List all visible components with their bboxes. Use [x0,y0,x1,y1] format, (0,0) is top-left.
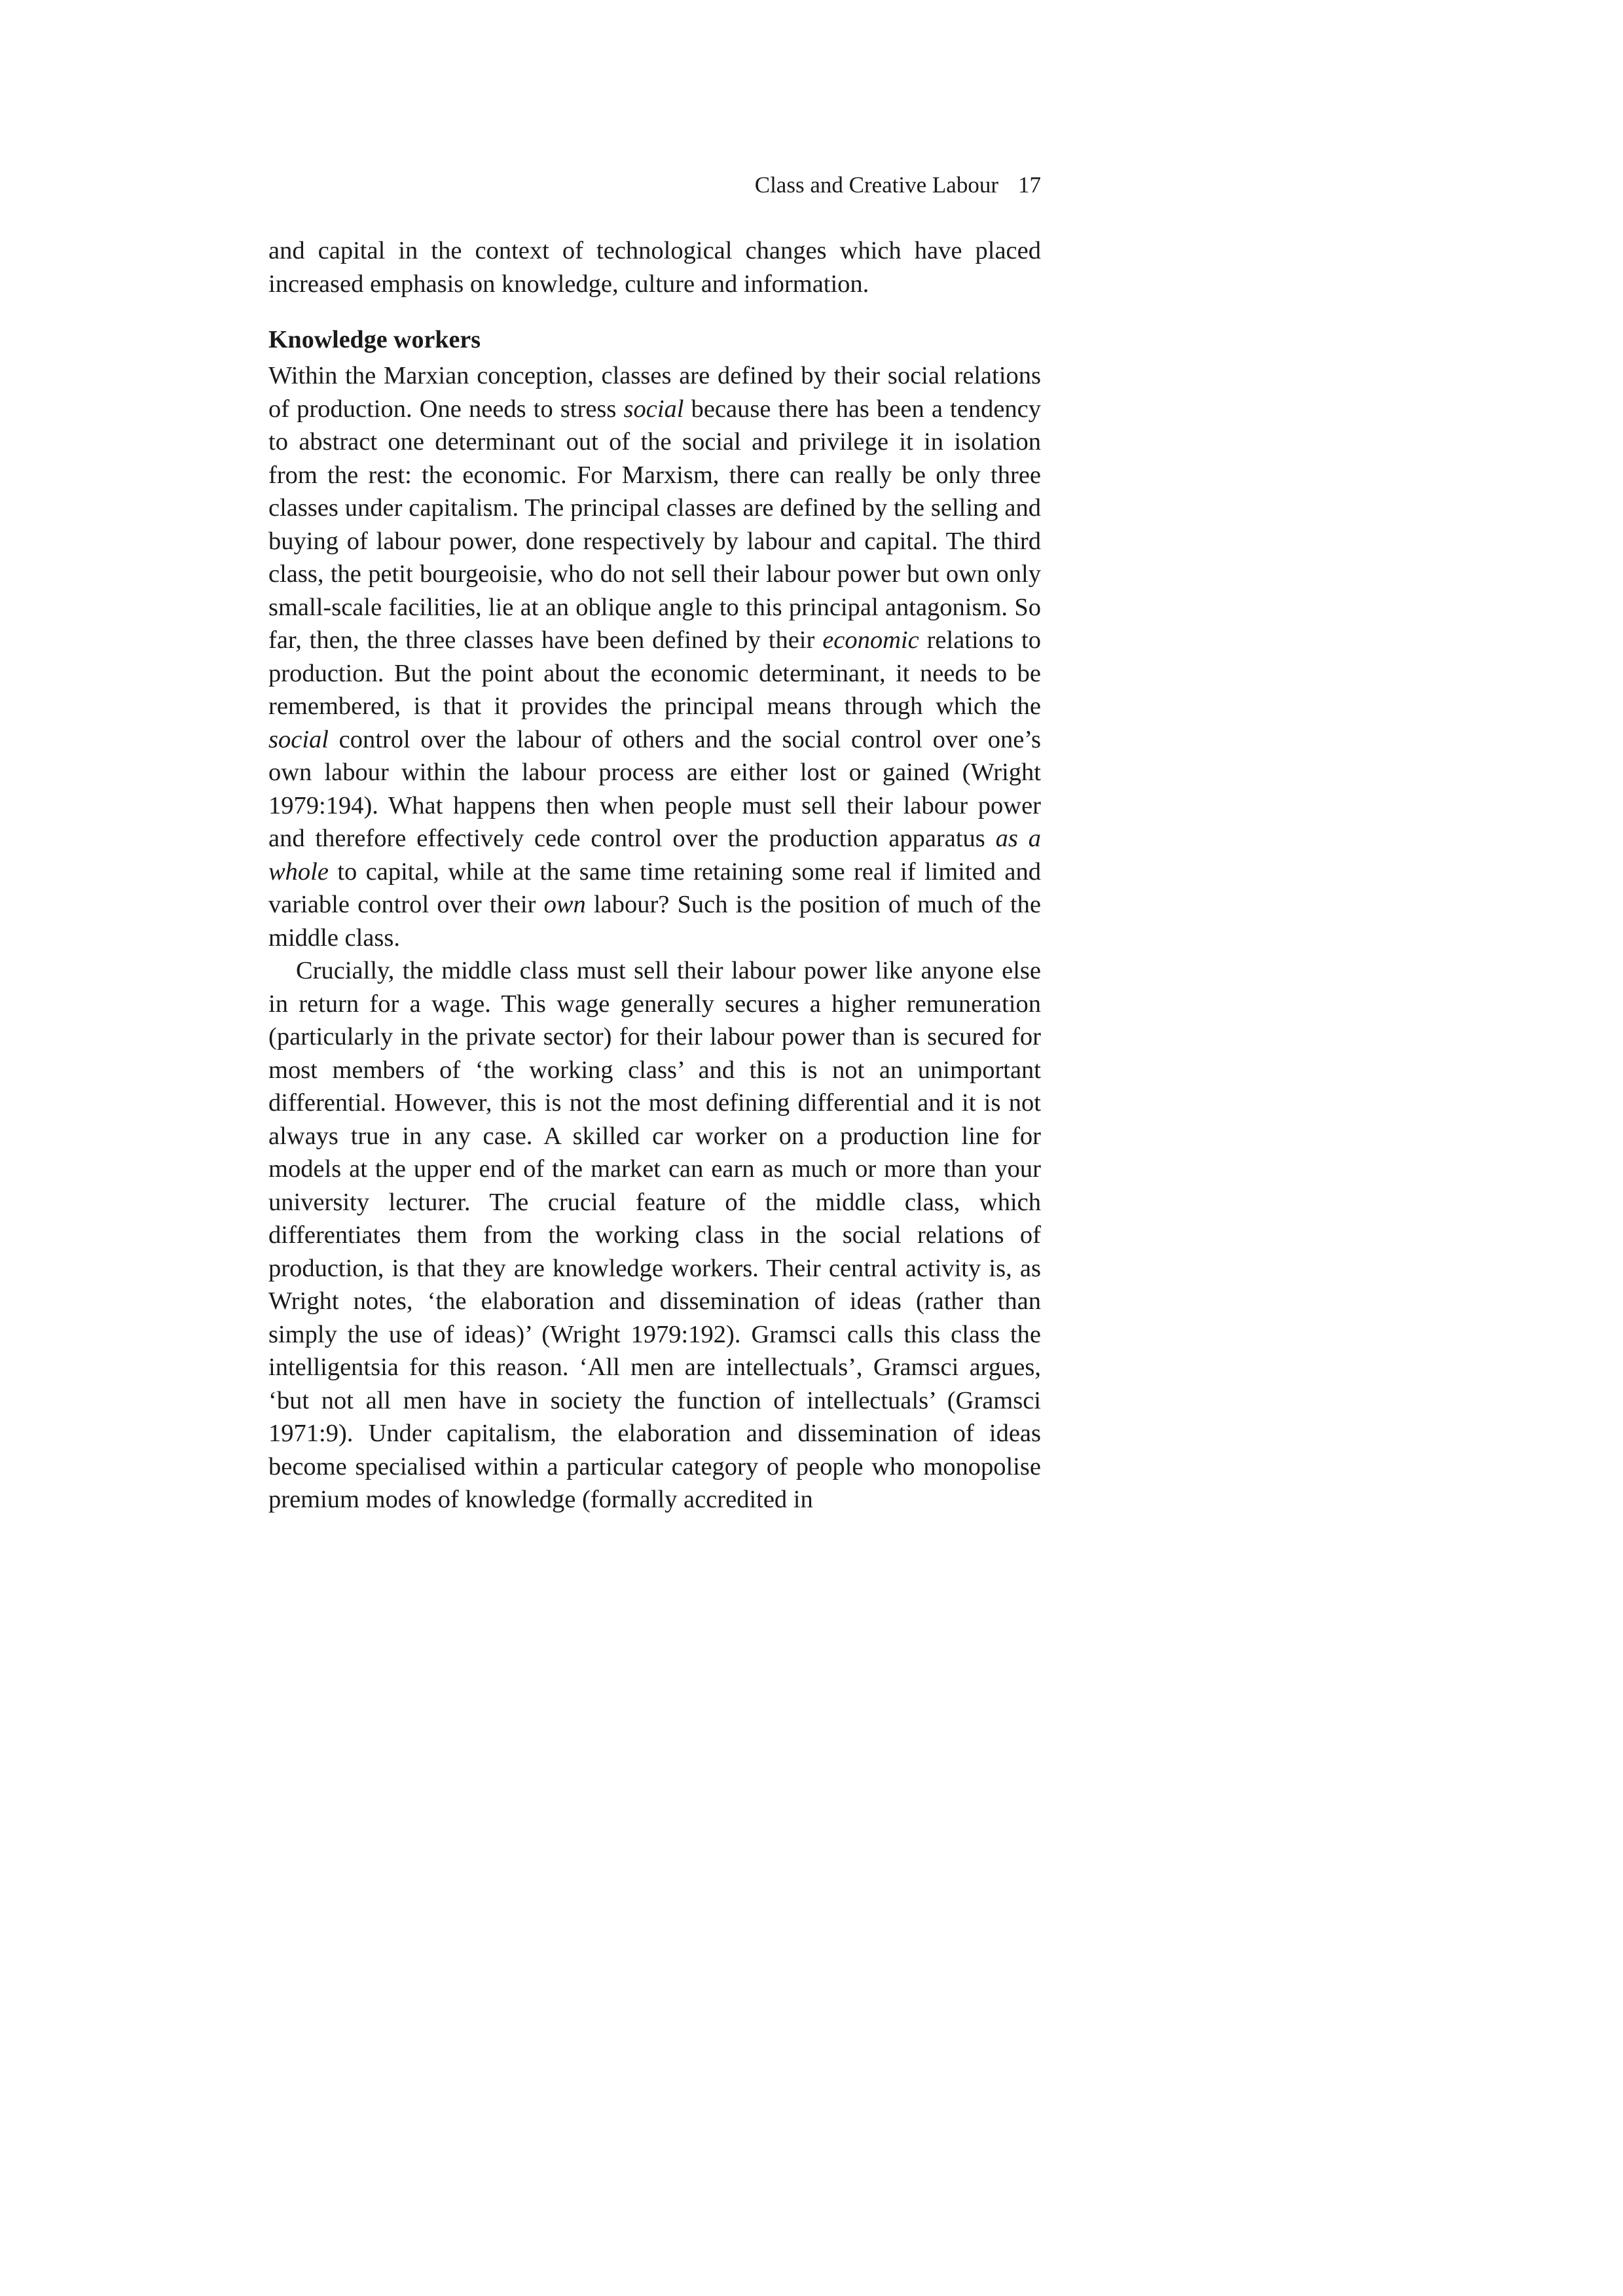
text-run: labour? Such is the position of much of the middle class. [268,891,1041,952]
body-text [268,234,1041,1516]
running-title: Class and Creative Labour [754,172,998,198]
opening-paragraph: and capital in the context of technological changes which have placed increased emphasis on knowledge, culture and information. [268,237,1041,298]
text-run: relations to production. But the point about the economic determinant, it needs to be remembered, is that it provides the principal means through which the [268,626,1041,720]
page-number: 17 [1018,172,1041,198]
italic-emphasis: social [623,395,684,423]
text-run: control over the labour of others and the social control over one’s own labour within the labour process are either lost or gained (Wright 1979:194). What happens then when people must sell their labour power and therefore effectively cede control over the production apparatus [268,725,1041,852]
running-head [755,170,1041,200]
italic-emphasis: economic [822,626,919,654]
text-run: because there has been a tendency to abstract one determinant out of the social and privilege it in isolation from the rest: the economic. For Marxism, there can really be only three classes under capitalism. The principal classes are defined by the selling and buying of labour power, done respectively by labour and capital. The third class, the petit bourgeoisie, who do not sell their labour power but own only small-scale facilities, lie at an oblique angle to this principal antagonism. So far, then, the three classes have been defined by their [268,395,1041,654]
section-heading: Knowledge workers [268,326,481,353]
paragraph-middle-class: Crucially, the middle class must sell their labour power like anyone else in return for a wage. This wage generally secures a higher remuneration (particularly in the private sector) for their labour power than is secured for most members of ‘the working class’ and this is not an unimportant differential. However, this is not the most defining differential and it is not always true in any case. A skilled car worker on a production line for models at the upper end of the market can earn as much or more than your university lecturer. The crucial feature of the middle class, which differentiates them from the working class in the social relations of production, is that they are knowledge workers. Their central activity is, as Wright notes, ‘the elaboration and dissemination of ideas (rather than simply the use of ideas)’ (Wright 1979:192). Gramsci calls this class the intelligentsia for this reason. ‘All men are intellectuals’, Gramsci argues, ‘but not all men have in society the function of intellectuals’ (Gramsci 1971:9). Under capitalism, the elaboration and dissemination of ideas become specialised within a particular category of people who monopolise premium modes of knowledge (formally accredited in [268,957,1041,1513]
text-run: Within the Marxian conception, classes are defined by their social relations of production. One needs to stress [268,362,1041,423]
paragraph-marxian-classes [268,359,1041,954]
italic-emphasis: own [543,891,586,918]
italic-emphasis: as a whole [268,825,1042,886]
text-run: to capital, while at the same time retaining some real if limited and variable control over their [268,857,1041,918]
italic-emphasis: social [268,725,329,753]
